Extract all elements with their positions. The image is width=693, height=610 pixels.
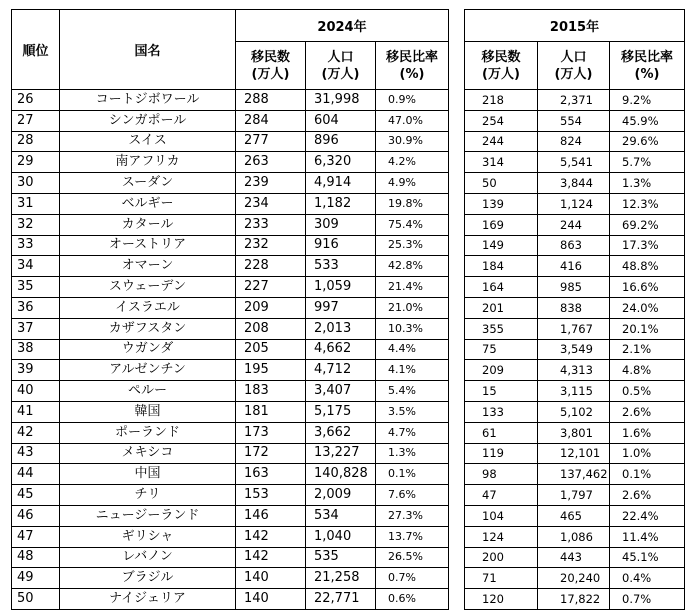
population-2015-cell: 137,462 [538, 464, 610, 485]
population-2015-cell: 443 [538, 547, 610, 568]
ratio-2015-cell: 45.1% [610, 547, 685, 568]
country-cell: オマーン [60, 256, 236, 277]
country-cell: 中国 [60, 464, 236, 485]
population-2024-cell: 1,182 [306, 193, 376, 214]
ratio-2015-cell: 17.3% [610, 235, 685, 256]
table-row [465, 173, 685, 194]
migrants-2024-cell: 172 [236, 443, 306, 464]
ratio-2024-cell: 26.5% [376, 547, 449, 568]
population-2015-cell: 1,124 [538, 193, 610, 214]
table-row [465, 235, 685, 256]
migrants-2024-cell: 140 [236, 568, 306, 589]
migrants-2015-cell: 50 [465, 173, 538, 194]
population-2015-cell: 838 [538, 297, 610, 318]
population-2024-cell: 3,407 [306, 381, 376, 402]
population-2024-cell: 2,009 [306, 485, 376, 506]
population-2024-cell: 6,320 [306, 152, 376, 173]
table-row [465, 464, 685, 485]
population-2015-cell: 1,797 [538, 485, 610, 506]
ratio-2024-cell: 4.1% [376, 360, 449, 381]
ratio-2024-header: 移民比率 (%) [376, 42, 449, 90]
ratio-2015-cell: 45.9% [610, 110, 685, 131]
ratio-2015-cell: 0.4% [610, 568, 685, 589]
country-cell: ニュージーランド [60, 505, 236, 526]
ratio-2024-cell: 0.9% [376, 90, 449, 111]
table-row [12, 90, 449, 111]
ratio-2024-cell: 3.5% [376, 401, 449, 422]
table-row [12, 173, 449, 194]
table-row [12, 547, 449, 568]
ratio-2024-cell: 19.8% [376, 193, 449, 214]
migrants-2024-cell: 234 [236, 193, 306, 214]
country-cell: カタール [60, 214, 236, 235]
migrants-2015-cell: 209 [465, 360, 538, 381]
rank-cell: 27 [12, 110, 60, 131]
table-row [12, 505, 449, 526]
country-cell: カザフスタン [60, 318, 236, 339]
population-2015-cell: 416 [538, 256, 610, 277]
rank-cell: 34 [12, 256, 60, 277]
rank-cell: 37 [12, 318, 60, 339]
rank-cell: 39 [12, 360, 60, 381]
ratio-2024-cell: 47.0% [376, 110, 449, 131]
migrants-2015-cell: 218 [465, 90, 538, 111]
population-2024-cell: 3,662 [306, 422, 376, 443]
rank-cell: 35 [12, 277, 60, 298]
migrants-2024-cell: 163 [236, 464, 306, 485]
population-2024-cell: 140,828 [306, 464, 376, 485]
table-row [465, 339, 685, 360]
ratio-2015-cell: 4.8% [610, 360, 685, 381]
ratio-2015-cell: 29.6% [610, 131, 685, 152]
rank-cell: 41 [12, 401, 60, 422]
population-2015-header: 人口 (万人) [538, 42, 610, 90]
rank-cell: 40 [12, 381, 60, 402]
ratio-2015-cell: 48.8% [610, 256, 685, 277]
population-2015-cell: 985 [538, 277, 610, 298]
ratio-2015-cell: 0.5% [610, 381, 685, 402]
population-2015-cell: 1,767 [538, 318, 610, 339]
country-cell: ギリシャ [60, 526, 236, 547]
population-2024-cell: 535 [306, 547, 376, 568]
country-cell: スーダン [60, 173, 236, 194]
migrants-2024-header: 移民数 (万人) [236, 42, 306, 90]
table-row [465, 589, 685, 610]
ratio-2024-cell: 27.3% [376, 505, 449, 526]
migrants-2015-cell: 314 [465, 152, 538, 173]
ratio-2015-cell: 12.3% [610, 193, 685, 214]
population-2024-cell: 4,662 [306, 339, 376, 360]
population-2015-cell: 554 [538, 110, 610, 131]
migrants-2015-cell: 98 [465, 464, 538, 485]
migrants-2024-cell: 233 [236, 214, 306, 235]
ratio-2015-cell: 5.7% [610, 152, 685, 173]
migrants-2024-cell: 209 [236, 297, 306, 318]
table-row [465, 568, 685, 589]
ratio-2015-cell: 16.6% [610, 277, 685, 298]
table-row [12, 193, 449, 214]
ratio-2024-cell: 21.4% [376, 277, 449, 298]
population-2024-cell: 13,227 [306, 443, 376, 464]
country-cell: ブラジル [60, 568, 236, 589]
rank-cell: 47 [12, 526, 60, 547]
population-2015-cell: 3,801 [538, 422, 610, 443]
rank-cell: 29 [12, 152, 60, 173]
table-row [465, 214, 685, 235]
table-row [465, 193, 685, 214]
population-2015-cell: 5,102 [538, 401, 610, 422]
ratio-2024-cell: 75.4% [376, 214, 449, 235]
table-row [465, 422, 685, 443]
table-row [12, 152, 449, 173]
country-header: 国名 [60, 10, 236, 90]
table-row [12, 381, 449, 402]
migrants-2024-cell: 239 [236, 173, 306, 194]
population-2024-cell: 2,013 [306, 318, 376, 339]
rank-cell: 31 [12, 193, 60, 214]
migrants-2015-cell: 355 [465, 318, 538, 339]
rank-cell: 26 [12, 90, 60, 111]
rank-cell: 30 [12, 173, 60, 194]
ratio-2015-cell: 9.2% [610, 90, 685, 111]
country-cell: 南アフリカ [60, 152, 236, 173]
ratio-2015-cell: 24.0% [610, 297, 685, 318]
ratio-2024-cell: 5.4% [376, 381, 449, 402]
migrants-2024-cell: 181 [236, 401, 306, 422]
migrants-2024-cell: 146 [236, 505, 306, 526]
table-row [12, 339, 449, 360]
population-2015-cell: 3,844 [538, 173, 610, 194]
ratio-2024-cell: 10.3% [376, 318, 449, 339]
migrants-2024-cell: 208 [236, 318, 306, 339]
ratio-2015-cell: 0.7% [610, 589, 685, 610]
population-2015-cell: 824 [538, 131, 610, 152]
country-cell: コートジボワール [60, 90, 236, 111]
ratio-2024-cell: 25.3% [376, 235, 449, 256]
population-2024-cell: 1,059 [306, 277, 376, 298]
population-2024-cell: 997 [306, 297, 376, 318]
table-row [465, 131, 685, 152]
migrants-2015-cell: 201 [465, 297, 538, 318]
migrants-2015-cell: 71 [465, 568, 538, 589]
migrants-2024-cell: 140 [236, 589, 306, 610]
migrants-2015-cell: 75 [465, 339, 538, 360]
country-cell: ベルギー [60, 193, 236, 214]
table-row [465, 401, 685, 422]
ratio-2024-cell: 0.7% [376, 568, 449, 589]
population-2015-cell: 12,101 [538, 443, 610, 464]
ratio-2015-cell: 1.0% [610, 443, 685, 464]
population-2024-cell: 22,771 [306, 589, 376, 610]
table-row [12, 110, 449, 131]
ratio-2015-cell: 1.6% [610, 422, 685, 443]
table-2024 [11, 9, 449, 610]
population-2024-cell: 4,914 [306, 173, 376, 194]
population-2024-cell: 896 [306, 131, 376, 152]
rank-cell: 45 [12, 485, 60, 506]
rank-cell: 46 [12, 505, 60, 526]
rank-cell: 42 [12, 422, 60, 443]
population-2024-cell: 31,998 [306, 90, 376, 111]
migrants-2024-cell: 288 [236, 90, 306, 111]
population-2024-cell: 534 [306, 505, 376, 526]
migrants-2024-cell: 284 [236, 110, 306, 131]
country-cell: オーストリア [60, 235, 236, 256]
ratio-2015-header: 移民比率 (%) [610, 42, 685, 90]
population-2015-cell: 465 [538, 505, 610, 526]
ratio-2015-cell: 11.4% [610, 526, 685, 547]
population-2024-cell: 533 [306, 256, 376, 277]
population-2015-cell: 3,549 [538, 339, 610, 360]
ratio-2024-cell: 42.8% [376, 256, 449, 277]
migrants-2015-header: 移民数 (万人) [465, 42, 538, 90]
ratio-2024-cell: 4.2% [376, 152, 449, 173]
table-row [12, 485, 449, 506]
population-2015-cell: 4,313 [538, 360, 610, 381]
population-2024-cell: 604 [306, 110, 376, 131]
ratio-2015-cell: 69.2% [610, 214, 685, 235]
population-2024-cell: 21,258 [306, 568, 376, 589]
country-cell: スイス [60, 131, 236, 152]
table-row [465, 547, 685, 568]
migrants-2024-cell: 205 [236, 339, 306, 360]
migrants-2024-cell: 153 [236, 485, 306, 506]
population-2024-header: 人口 (万人) [306, 42, 376, 90]
table-row [12, 422, 449, 443]
table-row [12, 256, 449, 277]
table-row [12, 318, 449, 339]
country-cell: メキシコ [60, 443, 236, 464]
migrants-2015-cell: 200 [465, 547, 538, 568]
table-row [465, 526, 685, 547]
table-row [465, 505, 685, 526]
country-cell: シンガポール [60, 110, 236, 131]
ratio-2015-cell: 2.6% [610, 401, 685, 422]
country-cell: チリ [60, 485, 236, 506]
table-row [12, 568, 449, 589]
ratio-2024-cell: 13.7% [376, 526, 449, 547]
rank-cell: 50 [12, 589, 60, 610]
migrants-2015-cell: 133 [465, 401, 538, 422]
migrants-2024-cell: 183 [236, 381, 306, 402]
migrants-2024-cell: 142 [236, 526, 306, 547]
table-row [465, 381, 685, 402]
migrants-2024-cell: 263 [236, 152, 306, 173]
table-2024-body [12, 90, 449, 610]
rank-cell: 48 [12, 547, 60, 568]
migrants-2024-cell: 228 [236, 256, 306, 277]
table-row [465, 318, 685, 339]
ratio-2015-cell: 2.1% [610, 339, 685, 360]
migrants-2015-cell: 61 [465, 422, 538, 443]
ratio-2015-cell: 22.4% [610, 505, 685, 526]
migrants-2015-cell: 244 [465, 131, 538, 152]
table-2015 [464, 9, 685, 610]
migrants-2015-cell: 164 [465, 277, 538, 298]
rank-cell: 33 [12, 235, 60, 256]
ratio-2024-cell: 7.6% [376, 485, 449, 506]
rank-cell: 28 [12, 131, 60, 152]
rank-cell: 32 [12, 214, 60, 235]
table-row [12, 131, 449, 152]
population-2024-cell: 916 [306, 235, 376, 256]
ratio-2024-cell: 4.9% [376, 173, 449, 194]
ratio-2024-cell: 0.1% [376, 464, 449, 485]
rank-cell: 36 [12, 297, 60, 318]
ratio-2024-cell: 4.7% [376, 422, 449, 443]
migrants-2024-cell: 195 [236, 360, 306, 381]
population-2015-cell: 244 [538, 214, 610, 235]
year-2024-header: 2024年 [236, 10, 449, 42]
migrants-2015-cell: 120 [465, 589, 538, 610]
table-row [12, 464, 449, 485]
country-cell: レバノン [60, 547, 236, 568]
country-cell: イスラエル [60, 297, 236, 318]
table-row [12, 401, 449, 422]
migrants-2015-cell: 47 [465, 485, 538, 506]
country-cell: スウェーデン [60, 277, 236, 298]
ratio-2024-cell: 4.4% [376, 339, 449, 360]
population-2024-cell: 309 [306, 214, 376, 235]
population-2015-cell: 5,541 [538, 152, 610, 173]
table-row [465, 110, 685, 131]
migrants-2015-cell: 184 [465, 256, 538, 277]
ratio-2024-cell: 1.3% [376, 443, 449, 464]
ratio-2015-cell: 1.3% [610, 173, 685, 194]
table-row [12, 214, 449, 235]
table-row [465, 360, 685, 381]
table-row [12, 297, 449, 318]
migrants-2024-cell: 232 [236, 235, 306, 256]
population-2015-cell: 863 [538, 235, 610, 256]
country-cell: ウガンダ [60, 339, 236, 360]
migrants-2015-cell: 15 [465, 381, 538, 402]
population-2015-cell: 1,086 [538, 526, 610, 547]
country-cell: アルゼンチン [60, 360, 236, 381]
population-2024-cell: 1,040 [306, 526, 376, 547]
migrants-2015-cell: 169 [465, 214, 538, 235]
country-cell: ナイジェリア [60, 589, 236, 610]
table-row [465, 277, 685, 298]
ratio-2024-cell: 30.9% [376, 131, 449, 152]
ratio-2024-cell: 21.0% [376, 297, 449, 318]
rank-cell: 38 [12, 339, 60, 360]
ratio-2015-cell: 2.6% [610, 485, 685, 506]
rank-header: 順位 [12, 10, 60, 90]
migrants-2015-cell: 139 [465, 193, 538, 214]
migrants-2015-cell: 254 [465, 110, 538, 131]
migrants-2015-cell: 119 [465, 443, 538, 464]
migrants-2024-cell: 173 [236, 422, 306, 443]
ratio-2015-cell: 20.1% [610, 318, 685, 339]
country-cell: 韓国 [60, 401, 236, 422]
ratio-2024-cell: 0.6% [376, 589, 449, 610]
migrants-2015-cell: 124 [465, 526, 538, 547]
population-2024-cell: 4,712 [306, 360, 376, 381]
country-cell: ポーランド [60, 422, 236, 443]
table-row [465, 443, 685, 464]
population-2024-cell: 5,175 [306, 401, 376, 422]
table-row [12, 277, 449, 298]
population-2015-cell: 17,822 [538, 589, 610, 610]
migrants-2015-cell: 104 [465, 505, 538, 526]
year-2015-header: 2015年 [465, 10, 685, 42]
table-2015-body [465, 90, 685, 610]
ratio-2015-cell: 0.1% [610, 464, 685, 485]
rank-cell: 44 [12, 464, 60, 485]
migrants-2024-cell: 227 [236, 277, 306, 298]
table-row [465, 152, 685, 173]
migrants-2024-cell: 142 [236, 547, 306, 568]
table-row [465, 297, 685, 318]
country-cell: ペルー [60, 381, 236, 402]
rank-cell: 43 [12, 443, 60, 464]
population-2015-cell: 2,371 [538, 90, 610, 111]
population-2015-cell: 20,240 [538, 568, 610, 589]
table-row [465, 90, 685, 111]
table-row [12, 235, 449, 256]
migrants-2024-cell: 277 [236, 131, 306, 152]
table-row [12, 589, 449, 610]
table-row [12, 360, 449, 381]
table-row [465, 256, 685, 277]
table-row [465, 485, 685, 506]
table-row [12, 443, 449, 464]
migrants-2015-cell: 149 [465, 235, 538, 256]
table-row [12, 526, 449, 547]
population-2015-cell: 3,115 [538, 381, 610, 402]
rank-cell: 49 [12, 568, 60, 589]
